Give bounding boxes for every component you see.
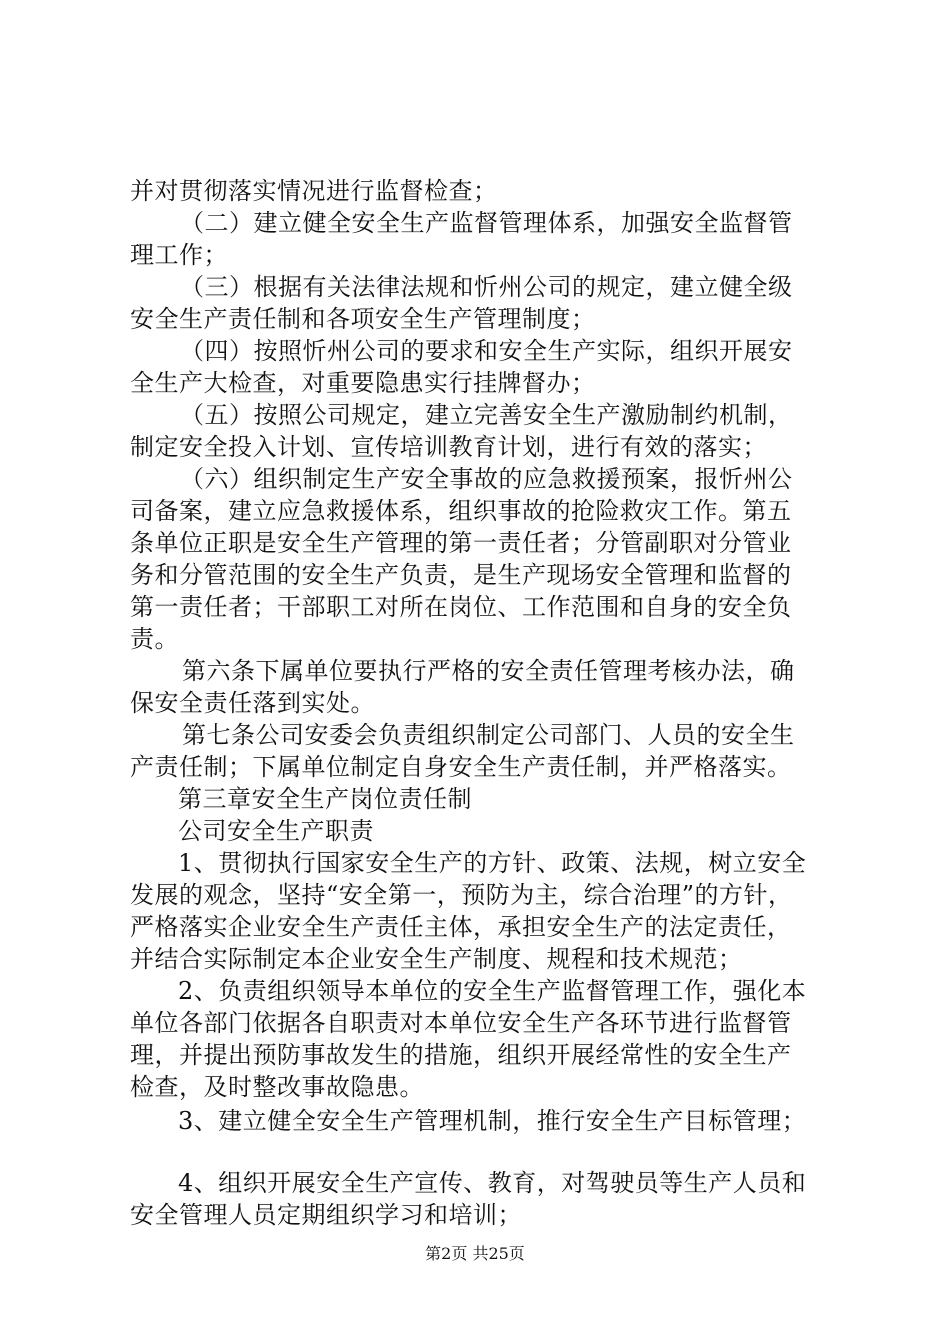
text-line: 1、贯彻执行国家安全生产的方针、政策、法规，树立安全 [178, 849, 807, 877]
text-line: 4、组织开展安全生产宣传、教育，对驾驶员等生产人员和 [178, 1169, 807, 1197]
text-line: 产责任制；下属单位制定自身安全生产责任制，并严格落实。 [130, 753, 792, 781]
text-line: 安全管理人员定期组织学习和培训； [130, 1201, 522, 1229]
text-line: 理工作； [130, 241, 228, 269]
text-line: 条单位正职是安全生产管理的第一责任者；分管副职对分管业 [130, 529, 792, 557]
text-line: （五）按照公司规定，建立完善安全生产激励制约机制， [180, 401, 793, 429]
text-line: 责。 [130, 625, 179, 653]
text-line: 保安全责任落到实处。 [130, 689, 375, 717]
text-line: 并结合实际制定本企业安全生产制度、规程和技术规范； [130, 945, 743, 973]
text-line: 务和分管范围的安全生产负责，是生产现场安全管理和监督的 [130, 561, 792, 589]
text-line: 3、建立健全安全生产管理机制，推行安全生产目标管理； [178, 1107, 807, 1135]
text-line: 制定安全投入计划、宣传培训教育计划，进行有效的落实； [130, 433, 767, 461]
text-line: 理，并提出预防事故发生的措施，组织开展经常性的安全生产 [130, 1041, 792, 1069]
text-line: （三）根据有关法律法规和忻州公司的规定，建立健全级 [180, 273, 793, 301]
text-line: 司备案，建立应急救援体系，组织事故的抢险救灾工作。第五 [130, 497, 792, 525]
section-heading: 公司安全生产职责 [178, 817, 374, 845]
text-line: 第六条下属单位要执行严格的安全责任管理考核办法，确 [182, 657, 795, 685]
page-number: 第2页 共25页 [425, 1244, 525, 1263]
text-line: 发展的观念，坚持“安全第一，预防为主，综合治理”的方针， [130, 881, 793, 909]
text-line: 第七条公司安委会负责组织制定公司部门、人员的安全生 [182, 721, 795, 749]
text-line: 并对贯彻落实情况进行监督检查； [130, 177, 498, 205]
text-line: 单位各部门依据各自职责对本单位安全生产各环节进行监督管 [130, 1009, 792, 1037]
text-line: 严格落实企业安全生产责任主体，承担安全生产的法定责任， [130, 913, 792, 941]
text-line: 检查，及时整改事故隐患。 [130, 1073, 424, 1101]
text-line: 安全生产责任制和各项安全生产管理制度； [130, 305, 596, 333]
text-line: 全生产大检查，对重要隐患实行挂牌督办； [130, 369, 596, 397]
text-line: 2、负责组织领导本单位的安全生产监督管理工作，强化本 [178, 977, 807, 1005]
text-line: （四）按照忻州公司的要求和安全生产实际，组织开展安 [180, 337, 793, 365]
text-line: 第一责任者；干部职工对所在岗位、工作范围和自身的安全负 [130, 593, 792, 621]
text-line: （二）建立健全安全生产监督管理体系，加强安全监督管 [180, 209, 793, 237]
text-line: （六）组织制定生产安全事故的应急救援预案，报忻州公 [180, 465, 793, 493]
chapter-heading: 第三章安全生产岗位责任制 [178, 785, 472, 813]
